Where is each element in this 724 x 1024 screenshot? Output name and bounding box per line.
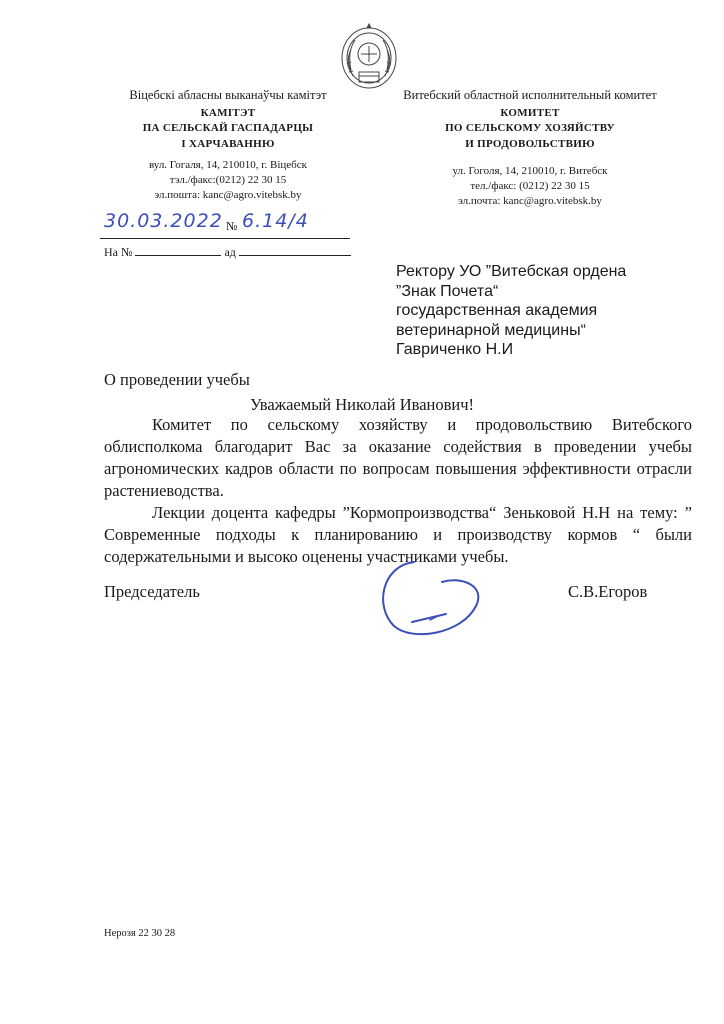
header-left-name-line-2: ПА СЕЛЬСКАЙ ГАСПАДАРЦЫ [142,122,314,134]
header-right [388,88,672,209]
signature-name: С.В.Егоров [568,582,648,601]
addressee-block [396,262,696,360]
registration-no-label: № [226,219,238,233]
reference-number-blank [135,244,221,256]
letter-greeting: Уважаемый Николай Иванович! [249,395,475,414]
reference-line [104,244,351,260]
reference-date-blank [239,244,351,256]
header-left-org: Віцебскі абласны выканаўчы камітэт [129,88,327,102]
addressee-line: государственная академия [396,302,598,319]
header-right-org: Витебский областной исполнительный комитет [403,88,657,102]
addressee-line: ”Знак Почета“ [396,282,499,300]
header-right-phone: тел./факс: (0212) 22 30 15 [470,180,590,192]
addressee-line: ветеринарной медицины“ [396,321,586,339]
letter-subject: О проведении учебы [104,370,250,389]
header-left-name-line-3: І ХАРЧАВАННЮ [181,137,275,150]
state-emblem-icon [337,20,401,92]
letter-body [104,414,692,568]
reference-ad-label: ад [224,245,236,259]
header-right-address: ул. Гоголя, 14, 210010, г. Витебск [452,165,608,177]
registration-date: 30.03.2022 [104,210,223,232]
signature-position: Председатель [104,582,200,601]
header-left-address: вул. Гогаля, 14, 210010, г. Віцебск [148,159,307,171]
header-left [96,88,360,203]
header-right-name-line-2: ПО СЕЛЬСКОМУ ХОЗЯЙСТВУ [445,122,615,134]
addressee-line: Гавриченко Н.И [396,341,514,358]
handwritten-signature [372,556,492,642]
header-left-email: эл.пошта: kanc@agro.vitebsk.by [154,189,302,201]
header-left-name-line-1: КАМІТЭТ [200,106,256,119]
reference-na-label: На № [104,245,133,259]
header-right-name-line-1: КОМИТЕТ [500,106,560,119]
addressee-line: Ректору УО ”Витебская ордена [396,263,627,280]
header-left-phone: тэл./факс:(0212) 22 30 15 [169,174,287,186]
header-right-email: эл.почта: kanc@agro.vitebsk.by [458,195,602,207]
registration-number: 6.14/4 [242,210,309,232]
body-paragraph: Лекции доцента кафедры ”Кормопроизводства“ Зеньковой Н.Н на тему: ” Современные подходы к планированию и производству кормов “ были содержательными и высоко оценены участниками учебы. [104,503,692,566]
body-paragraph: Комитет по сельскому хозяйству и продовольствию Витебского облисполкома благодарит Вас за оказание содействия в проведении учебы агрономических кадров области по вопросам повышения эффективности отрасли растениеводства. [104,415,692,500]
footer-executor: Нерозя 22 30 28 [104,928,176,939]
header-right-name-line-3: И ПРОДОВОЛЬСТВИЮ [465,137,595,150]
